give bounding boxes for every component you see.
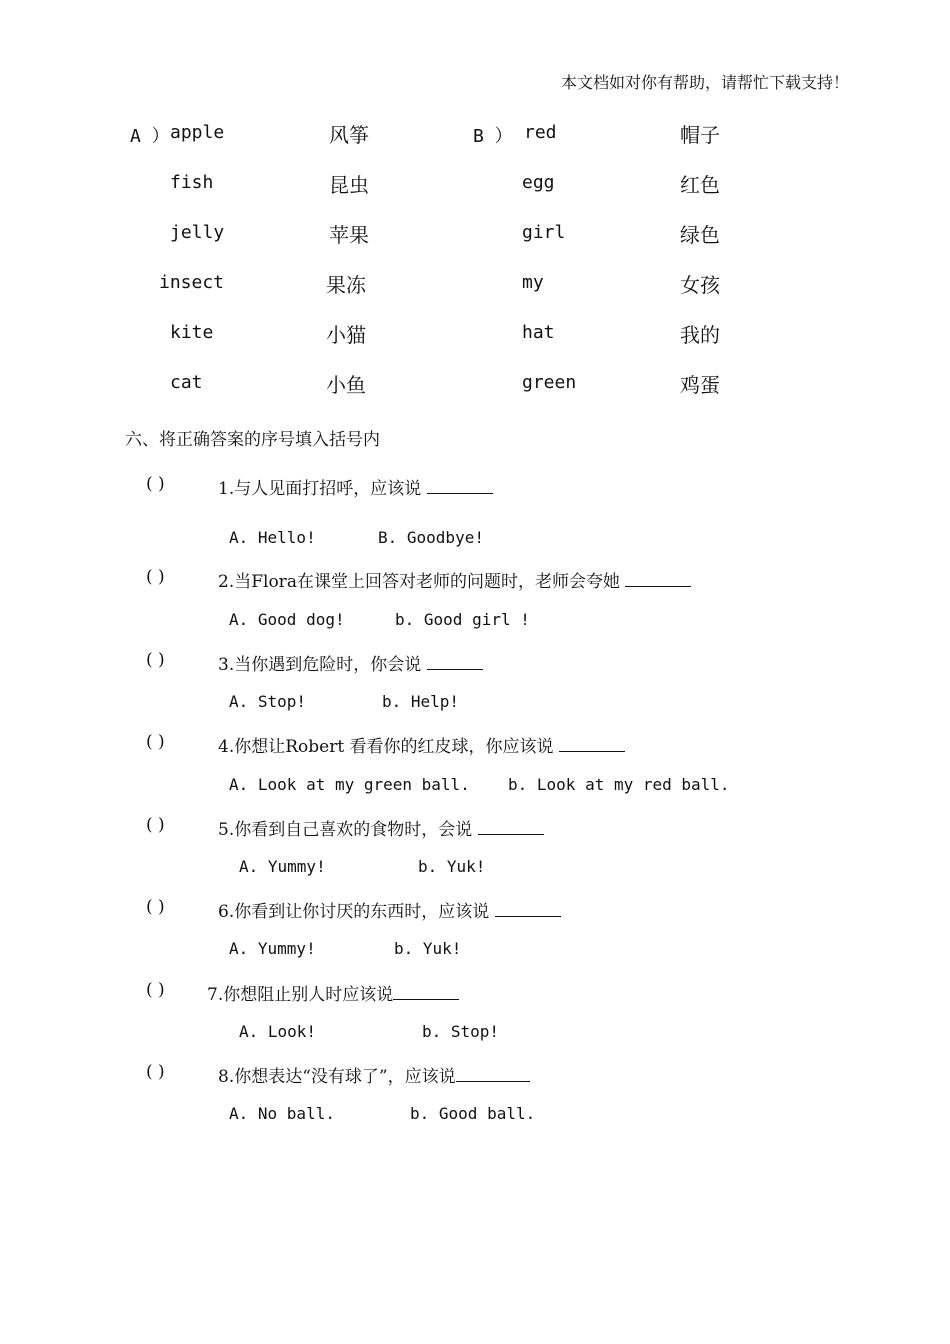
vocab-b-zh: 红色	[680, 173, 720, 197]
header-note: 本文档如对你有帮助，请帮忙下载支持！	[561, 73, 850, 92]
vocab-a-zh: 昆虫	[329, 173, 369, 197]
vocab-a-zh: 风筝	[329, 123, 369, 147]
option-a: A. Stop!	[229, 692, 307, 711]
option-b: b. Look at my red ball.	[508, 775, 730, 794]
question-text: 6.你看到让你讨厌的东西时，应该说	[218, 897, 561, 922]
option-b: b. Good ball.	[410, 1104, 536, 1123]
option-b: b. Yuk!	[394, 939, 462, 958]
answer-parentheses[interactable]: ( )	[146, 1062, 165, 1082]
vocab-b-en: my	[522, 272, 544, 293]
answer-parentheses[interactable]: ( )	[146, 980, 165, 1000]
option-b: b. Good girl !	[395, 610, 530, 629]
vocab-b-en: girl	[522, 222, 566, 243]
option-b: b. Help!	[382, 692, 460, 711]
answer-blank[interactable]	[427, 653, 483, 670]
question-text: 2.当Flora在课堂上回答对老师的问题时，老师会夸她	[218, 567, 691, 592]
question-text: 5.你看到自己喜欢的食物时，会说	[218, 815, 544, 840]
vocab-a-en: jelly	[170, 222, 225, 243]
option-a: A. Good dog!	[229, 610, 345, 629]
vocab-a-zh: 小猫	[326, 323, 366, 347]
vocab-b-en: hat	[522, 322, 555, 343]
answer-blank[interactable]	[559, 735, 625, 752]
option-a: A. Look at my green ball.	[229, 775, 470, 794]
answer-blank[interactable]	[478, 818, 544, 835]
vocab-a-en: fish	[170, 172, 214, 193]
option-a: A. Look!	[239, 1022, 317, 1041]
option-b: b. Yuk!	[418, 857, 486, 876]
option-b: b. Stop!	[422, 1022, 500, 1041]
vocab-b-en: red	[524, 122, 557, 143]
vocab-a-en: kite	[170, 322, 214, 343]
answer-parentheses[interactable]: ( )	[146, 567, 165, 587]
answer-blank[interactable]	[456, 1065, 530, 1082]
answer-parentheses[interactable]: ( )	[146, 897, 165, 917]
option-a: A. Hello!	[229, 528, 316, 547]
answer-blank[interactable]	[625, 570, 691, 587]
answer-parentheses[interactable]: ( )	[146, 732, 165, 752]
option-a: A. No ball.	[229, 1104, 335, 1123]
question-text: 7.你想阻止别人时应该说	[207, 980, 459, 1005]
vocab-b-en: egg	[522, 172, 555, 193]
question-text: 1.与人见面打招呼，应该说	[218, 474, 493, 499]
vocab-a-en: insect	[159, 272, 225, 293]
vocab-b-en: green	[522, 372, 577, 393]
option-a: A. Yummy!	[229, 939, 316, 958]
vocab-a-zh: 苹果	[329, 223, 369, 247]
question-text: 8.你想表达“没有球了”，应该说	[218, 1062, 530, 1087]
vocab-b-zh: 绿色	[680, 223, 720, 247]
vocab-b-zh: 鸡蛋	[680, 373, 720, 397]
option-a: A. Yummy!	[239, 857, 326, 876]
answer-blank[interactable]	[393, 983, 459, 1000]
answer-parentheses[interactable]: ( )	[146, 474, 165, 494]
vocab-b-zh: 我的	[680, 323, 720, 347]
group-a-label: A ）	[130, 126, 170, 147]
question-text: 3.当你遇到危险时，你会说	[218, 650, 483, 675]
question-text: 4.你想让Robert 看看你的红皮球，你应该说	[218, 732, 625, 757]
section-title: 六、将正确答案的序号填入括号内	[125, 430, 380, 450]
vocab-a-en: cat	[170, 372, 203, 393]
vocab-b-zh: 女孩	[680, 273, 720, 297]
vocab-a-zh: 小鱼	[326, 373, 366, 397]
answer-parentheses[interactable]: ( )	[146, 815, 165, 835]
answer-blank[interactable]	[495, 900, 561, 917]
answer-parentheses[interactable]: ( )	[146, 650, 165, 670]
vocab-a-en: apple	[170, 122, 225, 143]
vocab-b-zh: 帽子	[680, 123, 720, 147]
vocab-a-zh: 果冻	[326, 273, 366, 297]
group-b-label: B ）	[473, 126, 513, 147]
option-b: B. Goodbye!	[378, 528, 484, 547]
answer-blank[interactable]	[427, 477, 493, 494]
